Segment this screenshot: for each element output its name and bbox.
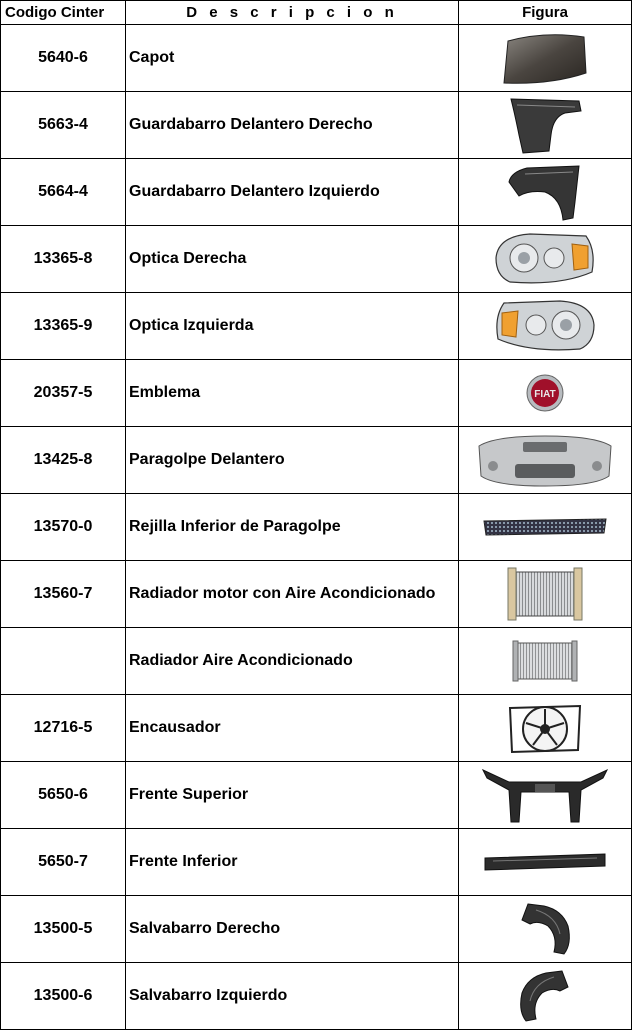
- part-description: Radiador Aire Acondicionado: [126, 628, 459, 695]
- table-row: [1, 226, 632, 293]
- emblem-text: FIAT: [534, 389, 556, 400]
- part-code: 13365-9: [1, 293, 126, 360]
- front-bumper-icon: [475, 432, 615, 488]
- lower-front-beam-icon: [483, 850, 607, 874]
- part-code: 20357-5: [1, 360, 126, 427]
- table-row: [1, 829, 632, 896]
- part-code: 13500-6: [1, 963, 126, 1030]
- part-code: 5650-6: [1, 762, 126, 829]
- part-description: Guardabarro Delantero Derecho: [126, 92, 459, 159]
- part-code: 12716-5: [1, 695, 126, 762]
- table-row: [1, 896, 632, 963]
- part-description: Salvabarro Derecho: [126, 896, 459, 963]
- table-row: [1, 159, 632, 226]
- part-description: Frente Inferior: [126, 829, 459, 896]
- part-description: Paragolpe Delantero: [126, 427, 459, 494]
- table-row: [1, 494, 632, 561]
- part-description: Frente Superior: [126, 762, 459, 829]
- part-code: [1, 628, 126, 695]
- ac-condenser-icon: [511, 637, 579, 685]
- radiator-icon: [504, 564, 586, 624]
- table-row: [1, 963, 632, 1030]
- upper-front-panel-icon: [479, 764, 611, 826]
- left-wheel-liner-icon: [514, 967, 576, 1025]
- part-code: 5650-7: [1, 829, 126, 896]
- table-row: [1, 695, 632, 762]
- right-fender-icon: [505, 95, 585, 155]
- fan-shroud-icon: [504, 698, 586, 758]
- right-wheel-liner-icon: [514, 900, 576, 958]
- part-description: Guardabarro Delantero Izquierdo: [126, 159, 459, 226]
- table-row: [1, 92, 632, 159]
- fiat-emblem-icon: [525, 373, 565, 413]
- header-code: Codigo Cinter: [1, 1, 126, 25]
- part-code: 5663-4: [1, 92, 126, 159]
- table-row: [1, 427, 632, 494]
- part-description: Optica Izquierda: [126, 293, 459, 360]
- part-description: Emblema: [126, 360, 459, 427]
- part-code: 13570-0: [1, 494, 126, 561]
- table-row: [1, 360, 632, 427]
- table-row: [1, 293, 632, 360]
- hood-icon: [500, 29, 590, 87]
- bumper-grille-icon: [482, 517, 608, 537]
- part-code: 5640-6: [1, 25, 126, 92]
- header-row: [1, 1, 632, 25]
- part-description: Salvabarro Izquierdo: [126, 963, 459, 1030]
- table-row: [1, 762, 632, 829]
- part-description: Capot: [126, 25, 459, 92]
- part-description: Encausador: [126, 695, 459, 762]
- left-fender-icon: [505, 162, 585, 222]
- left-headlight-icon: [490, 297, 600, 355]
- part-code: 13560-7: [1, 561, 126, 628]
- header-description: D e s c r i p c i o n: [126, 1, 459, 25]
- header-figure: Figura: [459, 1, 632, 25]
- table-row: [1, 25, 632, 92]
- part-code: 13425-8: [1, 427, 126, 494]
- part-code: 13500-5: [1, 896, 126, 963]
- table-row: [1, 561, 632, 628]
- right-headlight-icon: [490, 230, 600, 288]
- part-code: 5664-4: [1, 159, 126, 226]
- part-description: Radiador motor con Aire Acondicionado: [126, 561, 459, 628]
- table-row: [1, 628, 632, 695]
- part-description: Rejilla Inferior de Paragolpe: [126, 494, 459, 561]
- part-description: Optica Derecha: [126, 226, 459, 293]
- part-code: 13365-8: [1, 226, 126, 293]
